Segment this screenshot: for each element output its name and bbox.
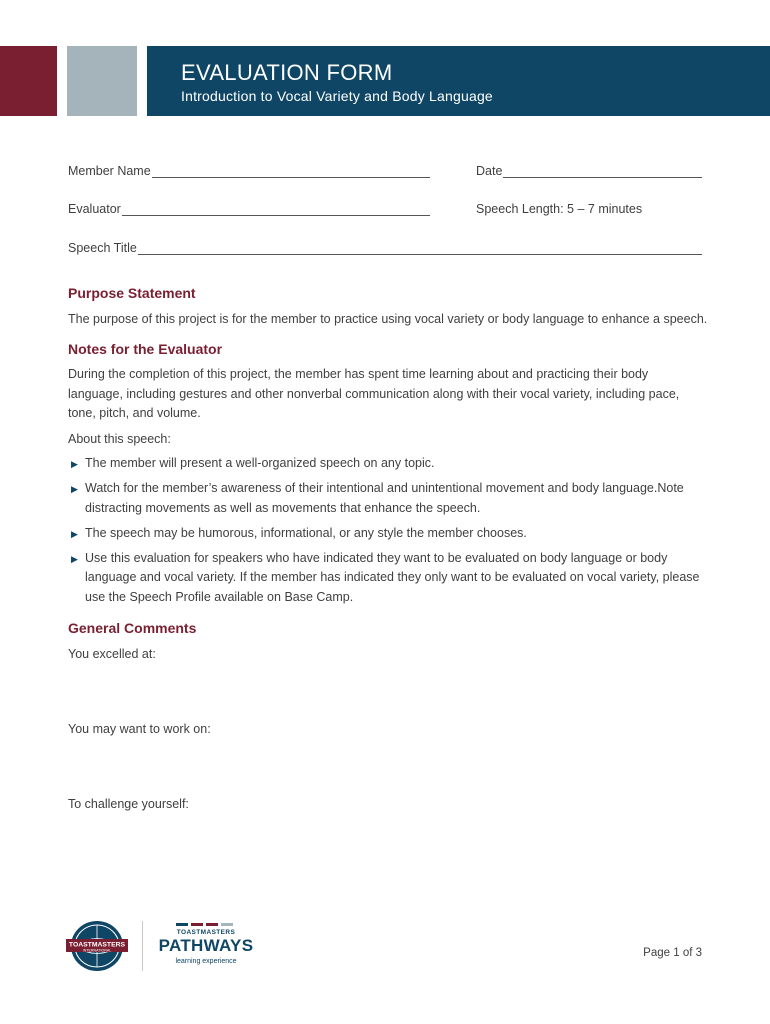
notes-bullet-list xyxy=(68,454,708,613)
toastmasters-logo xyxy=(66,919,128,973)
evaluator-line[interactable] xyxy=(122,203,430,216)
work-on-label: You may want to work on: xyxy=(68,722,211,736)
bullet-arrow-icon: ▶ xyxy=(71,484,78,494)
purpose-text: The purpose of this project is for the member to practice using vocal variety or body language to enhance a speech. xyxy=(68,312,708,326)
member-name-line[interactable] xyxy=(152,165,430,178)
member-name-field[interactable] xyxy=(68,164,430,178)
list-item xyxy=(68,479,708,518)
speech-title-label: Speech Title xyxy=(68,241,137,255)
speech-length-label: Speech Length: 5 – 7 minutes xyxy=(476,202,643,216)
challenge-label: To challenge yourself: xyxy=(68,797,189,811)
notes-heading: Notes for the Evaluator xyxy=(68,341,223,357)
notes-text: During the completion of this project, the member has spent time learning about and practicing their body language, including gestures and other nonverbal communication along with their vocal variety, including pace, tone, pitch, and volume. xyxy=(68,367,680,420)
list-item xyxy=(68,524,708,544)
date-field[interactable] xyxy=(476,164,702,178)
bullet-arrow-icon: ▶ xyxy=(71,528,78,539)
header-accent-gray xyxy=(67,46,137,116)
bullet-text: The member will present a well-organized speech on any topic. xyxy=(85,456,435,470)
pathways-logo xyxy=(153,923,259,973)
about-speech-label: About this speech: xyxy=(68,432,171,446)
pathways-square xyxy=(191,923,203,926)
evaluator-label: Evaluator xyxy=(68,202,121,216)
footer-divider xyxy=(142,921,143,971)
pathways-square xyxy=(206,923,218,926)
comments-heading: General Comments xyxy=(68,620,197,636)
member-name-label: Member Name xyxy=(68,164,151,178)
logo-text-bottom: INTERNATIONAL xyxy=(82,948,112,953)
pathways-square xyxy=(176,923,188,926)
bullet-text: The speech may be humorous, informational, or any style the member chooses. xyxy=(85,525,527,540)
date-line[interactable] xyxy=(503,165,702,178)
speech-length xyxy=(476,202,702,216)
speech-title-line[interactable] xyxy=(138,242,702,255)
logo-text-top: TOASTMASTERS xyxy=(68,941,126,949)
form-title: EVALUATION FORM xyxy=(181,60,393,85)
page-number: Page 1 of 3 xyxy=(643,947,702,959)
purpose-heading: Purpose Statement xyxy=(68,285,196,301)
list-item xyxy=(68,549,708,608)
pathways-color-squares xyxy=(176,923,233,926)
pathways-subtitle: learning experience xyxy=(175,958,237,965)
header-banner xyxy=(147,46,770,116)
speech-title-field[interactable] xyxy=(68,241,702,255)
pathways-top-text: TOASTMASTERS xyxy=(176,929,236,936)
bullet-text: Watch for the member’s awareness of their intentional and unintentional movement and body language.Note distracting movements as well as movements that enhance the speech. xyxy=(85,481,684,515)
date-label: Date xyxy=(476,164,503,178)
list-item xyxy=(68,454,708,474)
bullet-text: Use this evaluation for speakers who have indicated they want to be evaluated on body language or body language and vocal variety. If the member has indicated they only want to be evaluated on vocal variety, please use the Speech Profile available on Base Camp. xyxy=(85,550,700,604)
bullet-arrow-icon: ▶ xyxy=(71,553,78,564)
pathways-square xyxy=(221,923,233,926)
pathways-wordmark: PATHWAYS xyxy=(158,936,254,955)
excelled-label: You excelled at: xyxy=(68,647,156,661)
bullet-arrow-icon: ▶ xyxy=(71,459,78,469)
header-accent-red xyxy=(0,46,57,116)
form-subtitle: Introduction to Vocal Variety and Body Language xyxy=(181,88,493,104)
evaluator-field[interactable] xyxy=(68,202,430,216)
